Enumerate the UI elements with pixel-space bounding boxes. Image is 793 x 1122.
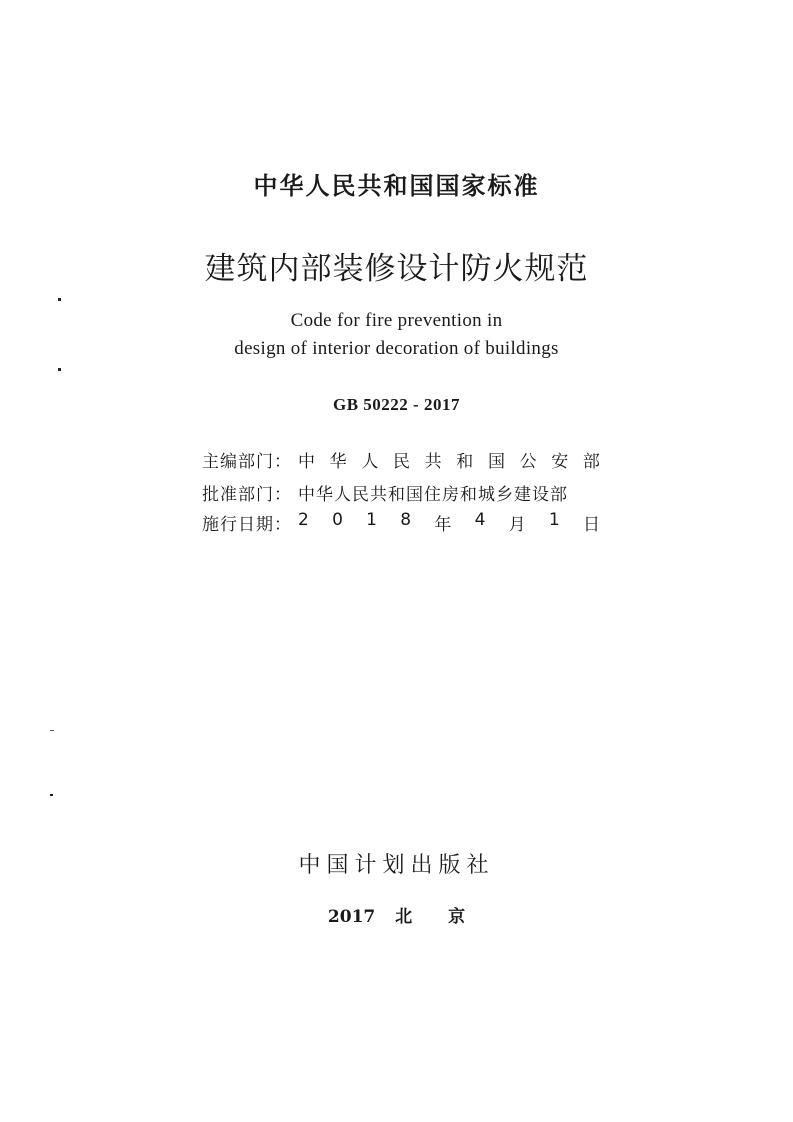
date-char: 1 — [548, 510, 560, 530]
approver-row — [202, 480, 602, 506]
date-char: 日 — [582, 515, 600, 535]
standard-number: GB 50222 - 2017 — [333, 395, 460, 414]
editor-label: 主编部门： — [202, 452, 292, 472]
date-char: 2 — [298, 510, 309, 530]
approver-value: 中华人民共和国住房和城乡建设部 — [298, 485, 568, 505]
editor-char: 和 — [456, 452, 474, 472]
date-char: 0 — [332, 510, 343, 530]
scan-speck — [58, 368, 61, 371]
scan-speck — [50, 730, 54, 731]
publication-city-char: 京 — [448, 907, 466, 927]
scan-speck — [50, 794, 53, 796]
date-char: 月 — [508, 515, 526, 535]
editor-char: 共 — [424, 452, 442, 472]
effective-date-row — [202, 510, 602, 536]
publication-year: 2017 — [327, 907, 376, 927]
approver-label: 批准部门： — [202, 485, 292, 505]
editor-char: 国 — [487, 452, 505, 472]
editor-char: 中 — [298, 452, 315, 472]
english-title-line-2: design of interior decoration of buildings — [234, 338, 559, 359]
scan-speck — [58, 298, 61, 301]
editor-char: 民 — [392, 452, 410, 472]
effective-date-value — [298, 510, 600, 535]
publication-city-char: 北 — [395, 907, 413, 927]
english-title-line-1: Code for fire prevention in — [290, 310, 503, 331]
editor-char: 部 — [582, 452, 600, 472]
effective-date-label: 施行日期： — [202, 515, 292, 535]
editor-char: 华 — [329, 452, 347, 472]
chinese-title: 建筑内部装修设计防火规范 — [204, 251, 589, 287]
publisher-name: 中国计划出版社 — [298, 853, 495, 878]
editor-row — [202, 447, 602, 473]
publication-place — [0, 902, 793, 927]
date-char: 4 — [474, 510, 486, 530]
date-char: 年 — [434, 515, 452, 535]
date-char: 1 — [366, 510, 377, 530]
editor-char: 人 — [361, 452, 379, 472]
date-char: 8 — [400, 510, 412, 530]
national-standard-heading: 中华人民共和国国家标准 — [253, 172, 540, 200]
editor-char: 安 — [551, 452, 569, 472]
editor-value — [298, 447, 600, 472]
editor-char: 公 — [519, 452, 537, 472]
